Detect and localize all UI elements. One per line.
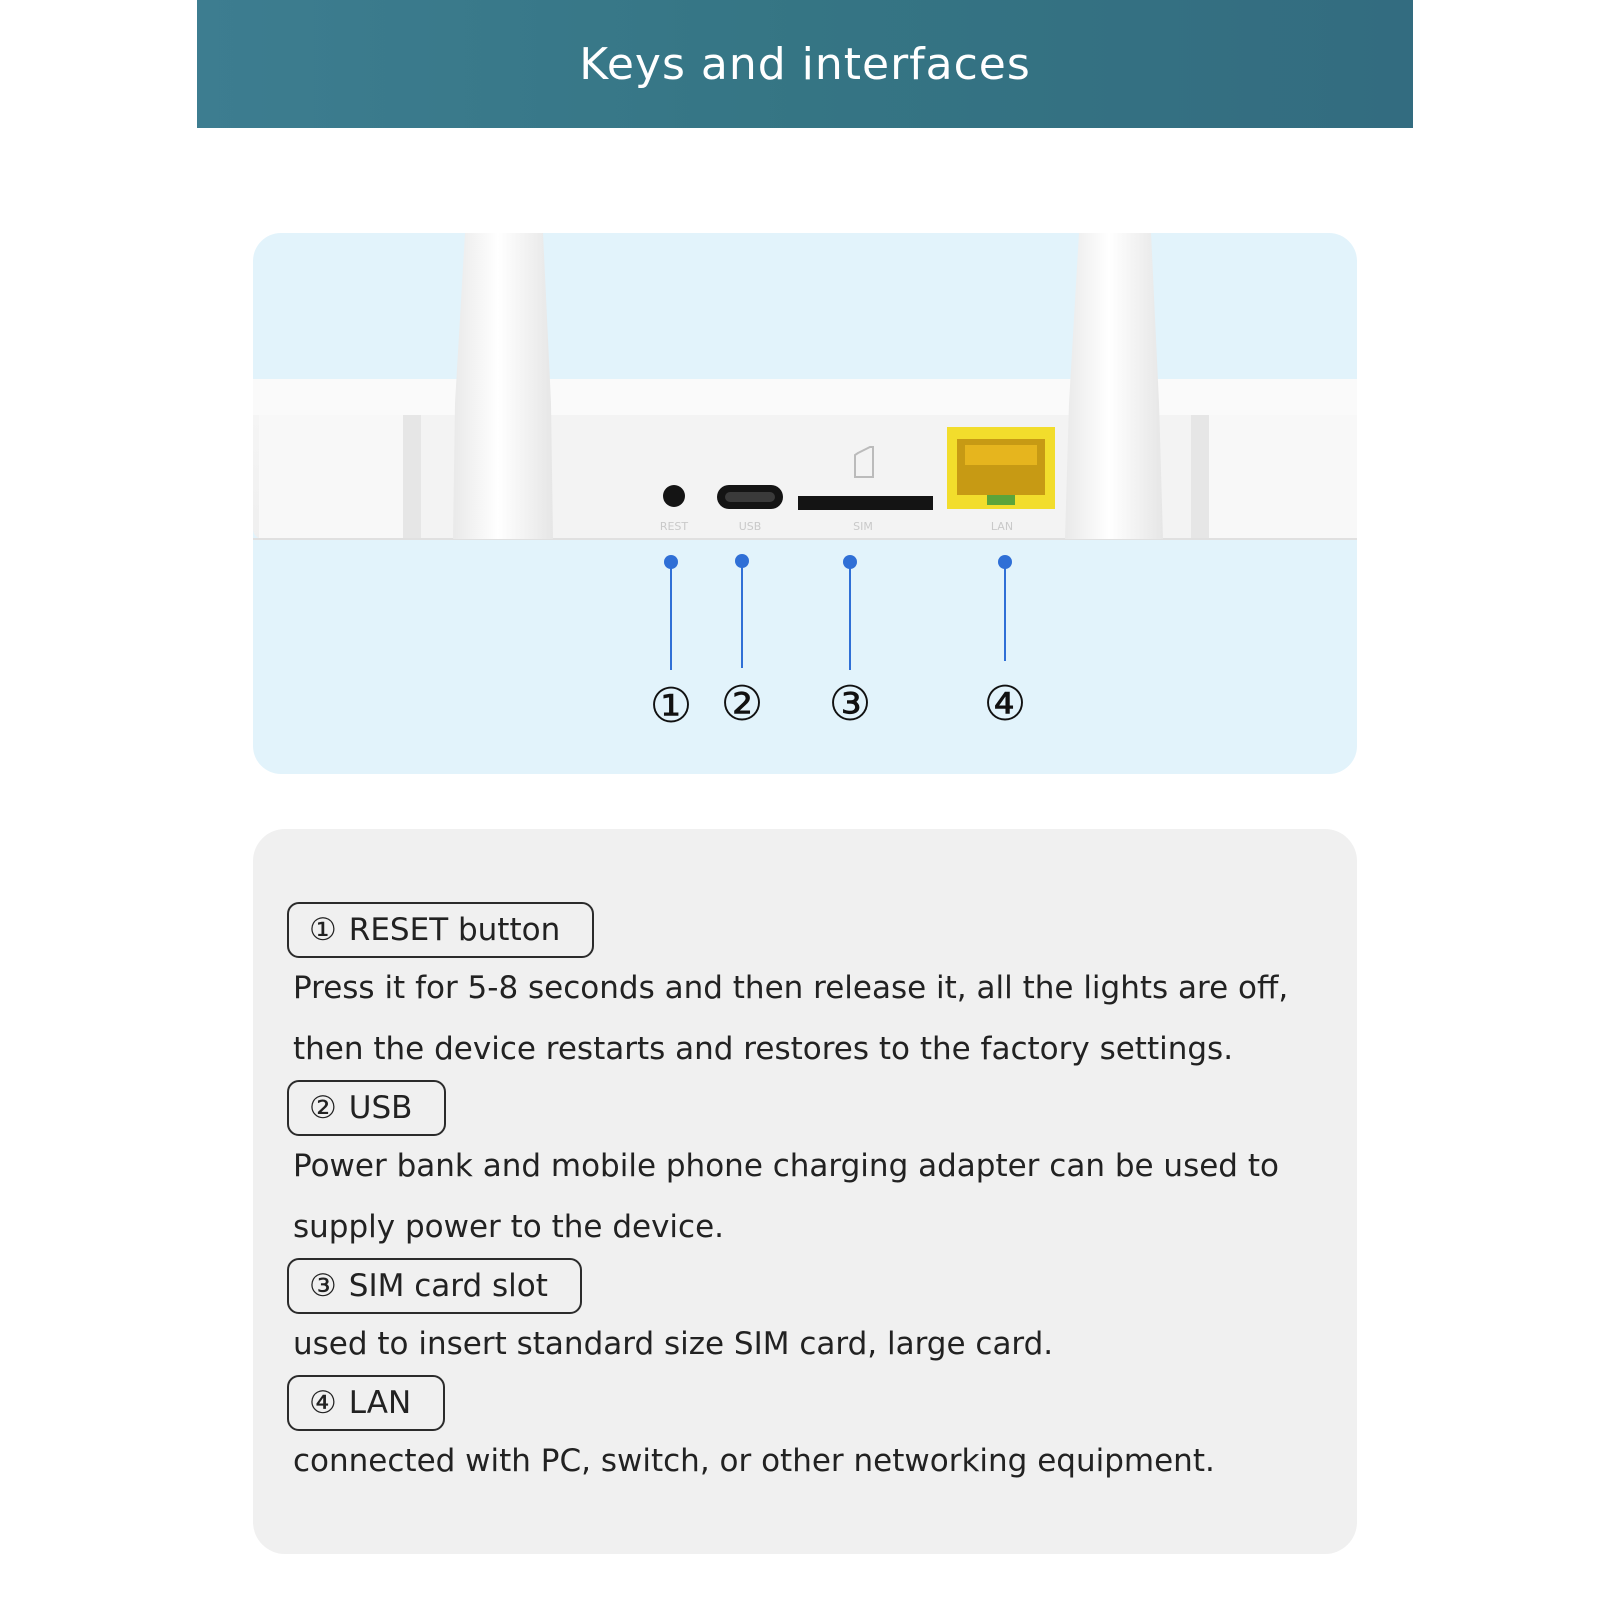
callout-1 (649, 555, 692, 734)
item-usb (287, 1080, 1337, 1258)
lan-label-box (287, 1375, 445, 1431)
reset-label-box (287, 902, 594, 958)
reset-number: ① (309, 912, 337, 948)
right-antenna (1065, 233, 1163, 539)
callout-2 (720, 554, 763, 732)
item-lan (287, 1375, 1337, 1492)
description-panel (253, 829, 1357, 1554)
port-label-sim: SIM (853, 520, 873, 533)
port-label-usb: USB (738, 520, 762, 533)
router-illustration (253, 233, 1357, 774)
header-banner (197, 0, 1413, 128)
reset-description-line-2: then the device restarts and restores to the factory settings. (293, 1031, 1234, 1067)
sim-slot (798, 496, 933, 510)
lan-description-line-1: connected with PC, switch, or other networking equipment. (293, 1443, 1215, 1479)
item-sim (287, 1258, 1337, 1375)
usb-number: ② (309, 1090, 337, 1126)
sim-label: SIM card slot (348, 1268, 548, 1304)
page-title: Keys and interfaces (579, 38, 1031, 90)
reset-description-line-1: Press it for 5-8 seconds and then release it, all the lights are off, (293, 970, 1289, 1006)
device-illustration-panel (253, 233, 1357, 774)
sim-description-line-1: used to insert standard size SIM card, large card. (293, 1326, 1054, 1362)
callout-3 (828, 555, 871, 732)
port-label-lan: LAN (990, 520, 1014, 533)
callout-4 (983, 555, 1026, 732)
lan-label: LAN (348, 1385, 412, 1421)
left-antenna (453, 233, 553, 539)
callout-number-4: ④ (983, 676, 1027, 732)
usb-description-line-2: supply power to the device. (293, 1209, 725, 1245)
lan-port (947, 427, 1055, 509)
port-label-rest: REST (659, 520, 689, 533)
router-body (253, 379, 1357, 539)
sim-label-box (287, 1258, 582, 1314)
reset-hole (663, 485, 685, 507)
usb-label: USB (348, 1090, 413, 1126)
lan-number: ④ (309, 1385, 337, 1421)
item-reset (287, 902, 1337, 1080)
callout-number-1: ① (649, 678, 693, 734)
usb-description-line-1: Power bank and mobile phone charging adapter can be used to (293, 1148, 1279, 1184)
sim-number: ③ (309, 1268, 337, 1304)
usb-label-box (287, 1080, 446, 1136)
callout-number-3: ③ (828, 676, 872, 732)
reset-label: RESET button (348, 912, 561, 948)
callout-number-2: ② (720, 676, 764, 732)
